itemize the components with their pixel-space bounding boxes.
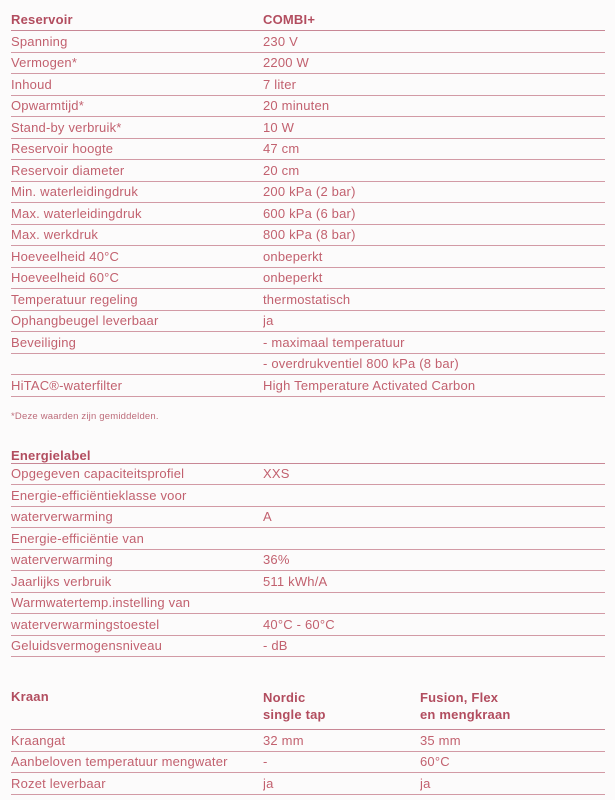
kraan-table-body <box>11 730 605 795</box>
table-row <box>11 31 605 53</box>
row-label: Energie-efficiëntieklasse voor <box>11 487 187 503</box>
table-row <box>11 614 605 636</box>
row-label: Rozet leverbaar <box>11 775 106 791</box>
row-label: Beveiliging <box>11 334 77 350</box>
table-row <box>11 289 605 311</box>
table-row <box>11 160 605 182</box>
footnote: *Deze waarden zijn gemiddelden. <box>11 410 159 422</box>
row-label: Vermogen* <box>11 55 78 71</box>
table-row <box>11 375 605 397</box>
energy-table-body <box>11 464 605 658</box>
row-value: High Temperature Activated Carbon <box>263 377 476 393</box>
row-label: Min. waterleidingdruk <box>11 184 139 200</box>
table-row <box>11 203 605 225</box>
table-row <box>11 773 605 795</box>
kraan-section <box>11 689 605 795</box>
row-value: 47 cm <box>263 141 300 157</box>
product-name: COMBI+ <box>263 12 316 27</box>
row-value-fusion: 35 mm <box>420 732 461 748</box>
table-row <box>11 752 605 774</box>
row-value-nordic: ja <box>263 775 274 791</box>
table-row <box>11 332 605 354</box>
row-value-nordic: - <box>263 754 268 770</box>
reservoir-header-row <box>11 9 605 31</box>
row-label: Spanning <box>11 33 68 49</box>
row-label: waterverwarmingstoestel <box>11 616 160 632</box>
table-row <box>11 225 605 247</box>
row-value: 200 kPa (2 bar) <box>263 184 356 200</box>
row-value: 7 liter <box>263 76 297 92</box>
table-row <box>11 593 605 615</box>
row-value: - overdrukventiel 800 kPa (8 bar) <box>263 356 459 372</box>
table-row <box>11 550 605 572</box>
row-value: XXS <box>263 466 290 482</box>
table-row <box>11 53 605 75</box>
row-label: Inhoud <box>11 76 52 92</box>
table-row <box>11 246 605 268</box>
row-value: thermostatisch <box>263 291 351 307</box>
row-label: Reservoir diameter <box>11 162 125 178</box>
table-row <box>11 182 605 204</box>
reservoir-table-body <box>11 31 605 397</box>
table-row <box>11 139 605 161</box>
table-row <box>11 117 605 139</box>
energy-header-row <box>11 448 605 464</box>
table-row <box>11 528 605 550</box>
section-title: Energielabel <box>11 447 91 463</box>
row-label: Ophangbeugel leverbaar <box>11 313 159 329</box>
reservoir-section <box>11 9 605 423</box>
row-label: Warmwatertemp.instelling van <box>11 595 191 611</box>
row-value: onbeperkt <box>263 248 323 264</box>
row-label: Energie-efficiëntie van <box>11 530 144 546</box>
row-value-fusion: ja <box>420 775 431 791</box>
row-value: 600 kPa (6 bar) <box>263 205 356 221</box>
table-row <box>11 74 605 96</box>
table-row <box>11 485 605 507</box>
table-row <box>11 354 605 376</box>
row-value: 800 kPa (8 bar) <box>263 227 356 243</box>
table-row <box>11 636 605 658</box>
row-value: 230 V <box>263 33 298 49</box>
table-row <box>11 571 605 593</box>
row-value: 2200 W <box>263 55 310 71</box>
row-label: Geluidsvermogensniveau <box>11 638 163 654</box>
row-value: 36% <box>263 552 290 568</box>
row-value: ja <box>263 313 274 329</box>
row-label: waterverwarming <box>11 552 113 568</box>
row-label: Opgegeven capaciteitsprofiel <box>11 466 185 482</box>
table-row <box>11 268 605 290</box>
row-label: Aanbeloven temperatuur mengwater <box>11 754 228 770</box>
row-value: onbeperkt <box>263 270 323 286</box>
column-header-nordic: Nordic single tap <box>263 690 326 722</box>
column-header-fusion: Fusion, Flex en mengkraan <box>420 690 511 722</box>
row-value: - maximaal temperatuur <box>263 334 405 350</box>
row-label: Max. werkdruk <box>11 227 99 243</box>
section-title: Reservoir <box>11 12 73 27</box>
row-value-nordic: 32 mm <box>263 732 304 748</box>
row-label: HiTAC®-waterfilter <box>11 377 123 393</box>
kraan-header-row <box>11 689 605 730</box>
table-row <box>11 730 605 752</box>
energy-section <box>11 448 605 658</box>
row-label: Max. waterleidingdruk <box>11 205 142 221</box>
table-row <box>11 464 605 486</box>
section-title: Kraan <box>11 689 49 704</box>
table-row <box>11 96 605 118</box>
row-value: 20 minuten <box>263 98 330 114</box>
row-label: Stand-by verbruik* <box>11 119 122 135</box>
row-label: Temperatuur regeling <box>11 291 138 307</box>
row-label: Jaarlijks verbruik <box>11 573 112 589</box>
row-value: 40°C - 60°C <box>263 616 335 632</box>
row-value: 511 kWh/A <box>263 573 328 589</box>
row-label: Reservoir hoogte <box>11 141 114 157</box>
table-row <box>11 507 605 529</box>
row-label: waterverwarming <box>11 509 113 525</box>
row-label: Opwarmtijd* <box>11 98 84 114</box>
row-value-fusion: 60°C <box>420 754 450 770</box>
table-row <box>11 311 605 333</box>
row-value: 20 cm <box>263 162 300 178</box>
row-label: Hoeveelheid 40°C <box>11 248 120 264</box>
row-value: 10 W <box>263 119 295 135</box>
row-label: Kraangat <box>11 732 66 748</box>
row-value: - dB <box>263 638 288 654</box>
row-label: Hoeveelheid 60°C <box>11 270 120 286</box>
row-value: A <box>263 509 272 525</box>
